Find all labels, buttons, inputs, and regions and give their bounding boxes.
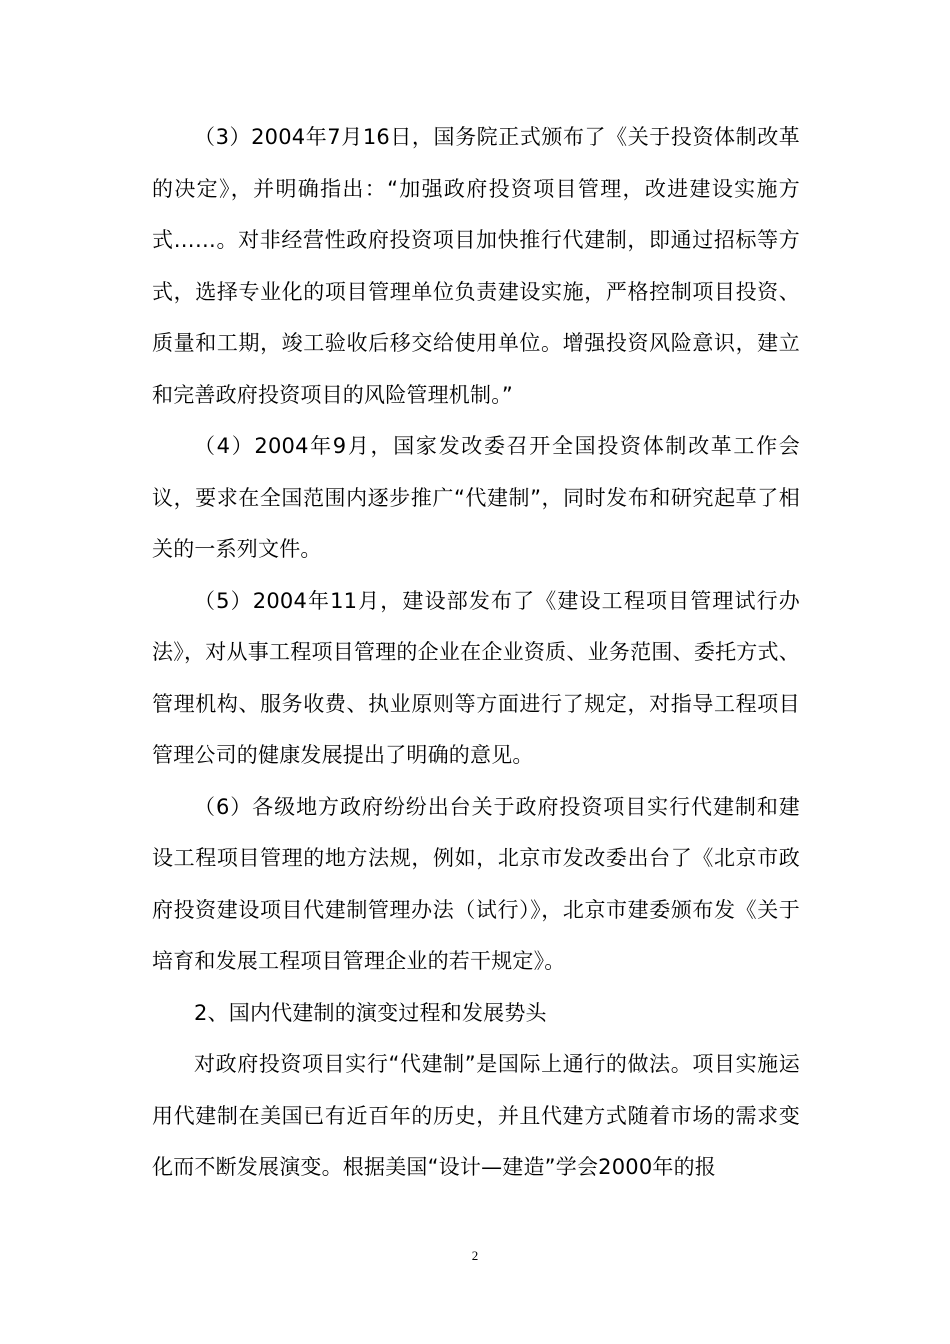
paragraph-item-5: （5）2004年11月，建设部发布了《建设工程项目管理试行办法》，对从事工程项目管理的企业在企业资质、业务范围、委托方式、管理机构、服务收费、执业原则等方面进行了规定，对指导工程项目管理公司的健康发展提出了明确的意见。: [152, 588, 800, 767]
body-text: [152, 112, 800, 1194]
paragraph-item-4: （4）2004年9月，国家发改委召开全国投资体制改革工作会议，要求在全国范围内逐步推广“代建制”，同时发布和研究起草了相关的一系列文件。: [152, 434, 800, 561]
paragraph-body: 对政府投资项目实行“代建制”是国际上通行的做法。项目实施运用代建制在美国已有近百年的历史，并且代建方式随着市场的需求变化而不断发展演变。根据美国“设计—建造”学会2000年的报: [152, 1052, 800, 1179]
page-number: 2: [471, 1248, 479, 1263]
section-heading: 2、国内代建制的演变过程和发展势头: [194, 1000, 547, 1025]
paragraph-item-3: （3）2004年7月16日，国务院正式颁布了《关于投资体制改革的决定》，并明确指出：“加强政府投资项目管理，改进建设实施方式……。对非经营性政府投资项目加快推行代建制，即通过招标等方式，选择专业化的项目管理单位负责建设实施，严格控制项目投资、质量和工期，竣工验收后移交给使用单位。增强投资风险意识，建立和完善政府投资项目的风险管理机制。”: [152, 125, 800, 407]
paragraph-item-6: （6）各级地方政府纷纷出台关于政府投资项目实行代建制和建设工程项目管理的地方法规，例如，北京市发改委出台了《北京市政府投资建设项目代建制管理办法（试行）》，北京市建委颁布发《关于培育和发展工程项目管理企业的若干规定》。: [152, 794, 800, 973]
